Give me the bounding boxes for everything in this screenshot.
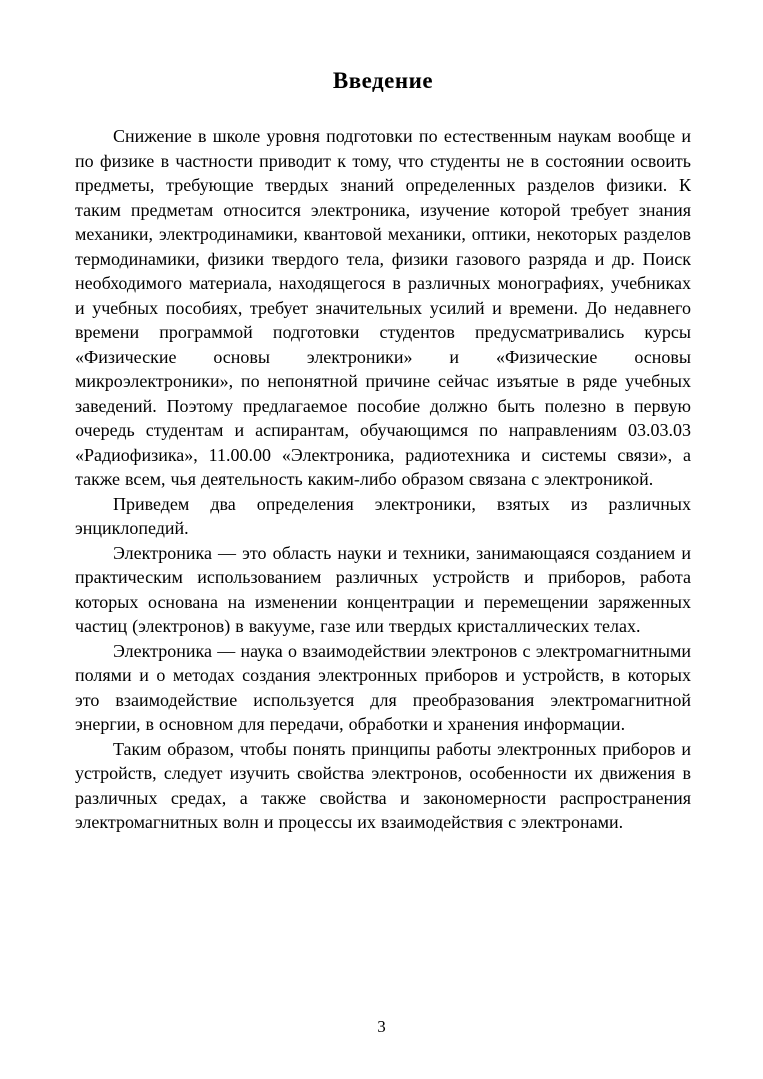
paragraph-definition-1: Электроника — это область науки и техники, занимающаяся созданием и практическим использованием различных устройств и приборов, работа которых основана на изменении концентрации и перемещении заряженных частиц (электронов) в вакууме, газе или твердых кристаллических телах.	[75, 542, 691, 636]
paragraph-definition-2: Электроника — наука о взаимодействии электронов с электромагнитными полями и о методах создания электронных приборов и устройств, в которых это взаимодействие используется для преобразования электромагнитной энергии, в основном для передачи, обработки и хранения информации.	[75, 640, 691, 734]
paragraph-intro: Снижение в школе уровня подготовки по естественным наукам вообще и по физике в частности приводит к тому, что студенты не в состоянии освоить предметы, требующие твердых знаний определенных разделов физики. К таким предметам относится электроника, изучение которой требует знания механики, электродинамики, квантовой механики, оптики, некоторых разделов термодинамики, физики твердого тела, физики газового разряда и др. Поиск необходимого материала, находящегося в различных монографиях, учебниках и учебных пособиях, требует значительных усилий и времени. До недавнего времени программой подготовки студентов предусматривались курсы «Физические основы электроники» и «Физические основы микроэлектроники», по непонятной причине сейчас изъятые в ряде учебных заведений. Поэтому предлагаемое пособие должно быть полезно в первую очередь студентам и аспирантам, обучающимся по направлениям 03.03.03 «Радиофизика», 11.00.00 «Электроника, радиотехника и системы связи», а также всем, чья деятельность каким-либо образом связана с электроникой.	[75, 126, 691, 489]
page-number: 3	[377, 1017, 386, 1036]
paragraph-conclusion: Таким образом, чтобы понять принципы работы электронных приборов и устройств, следует изучить свойства электронов, особенности их движения в различных средах, а также свойства и закономерности распространения электромагнитных волн и процессы их взаимодействия с электронами.	[75, 738, 691, 832]
paragraph-two-definitions: Приведем два определения электроники, взятых из различных энциклопедий.	[75, 493, 691, 538]
page-title: Введение	[332, 68, 434, 93]
document-body	[75, 124, 691, 835]
